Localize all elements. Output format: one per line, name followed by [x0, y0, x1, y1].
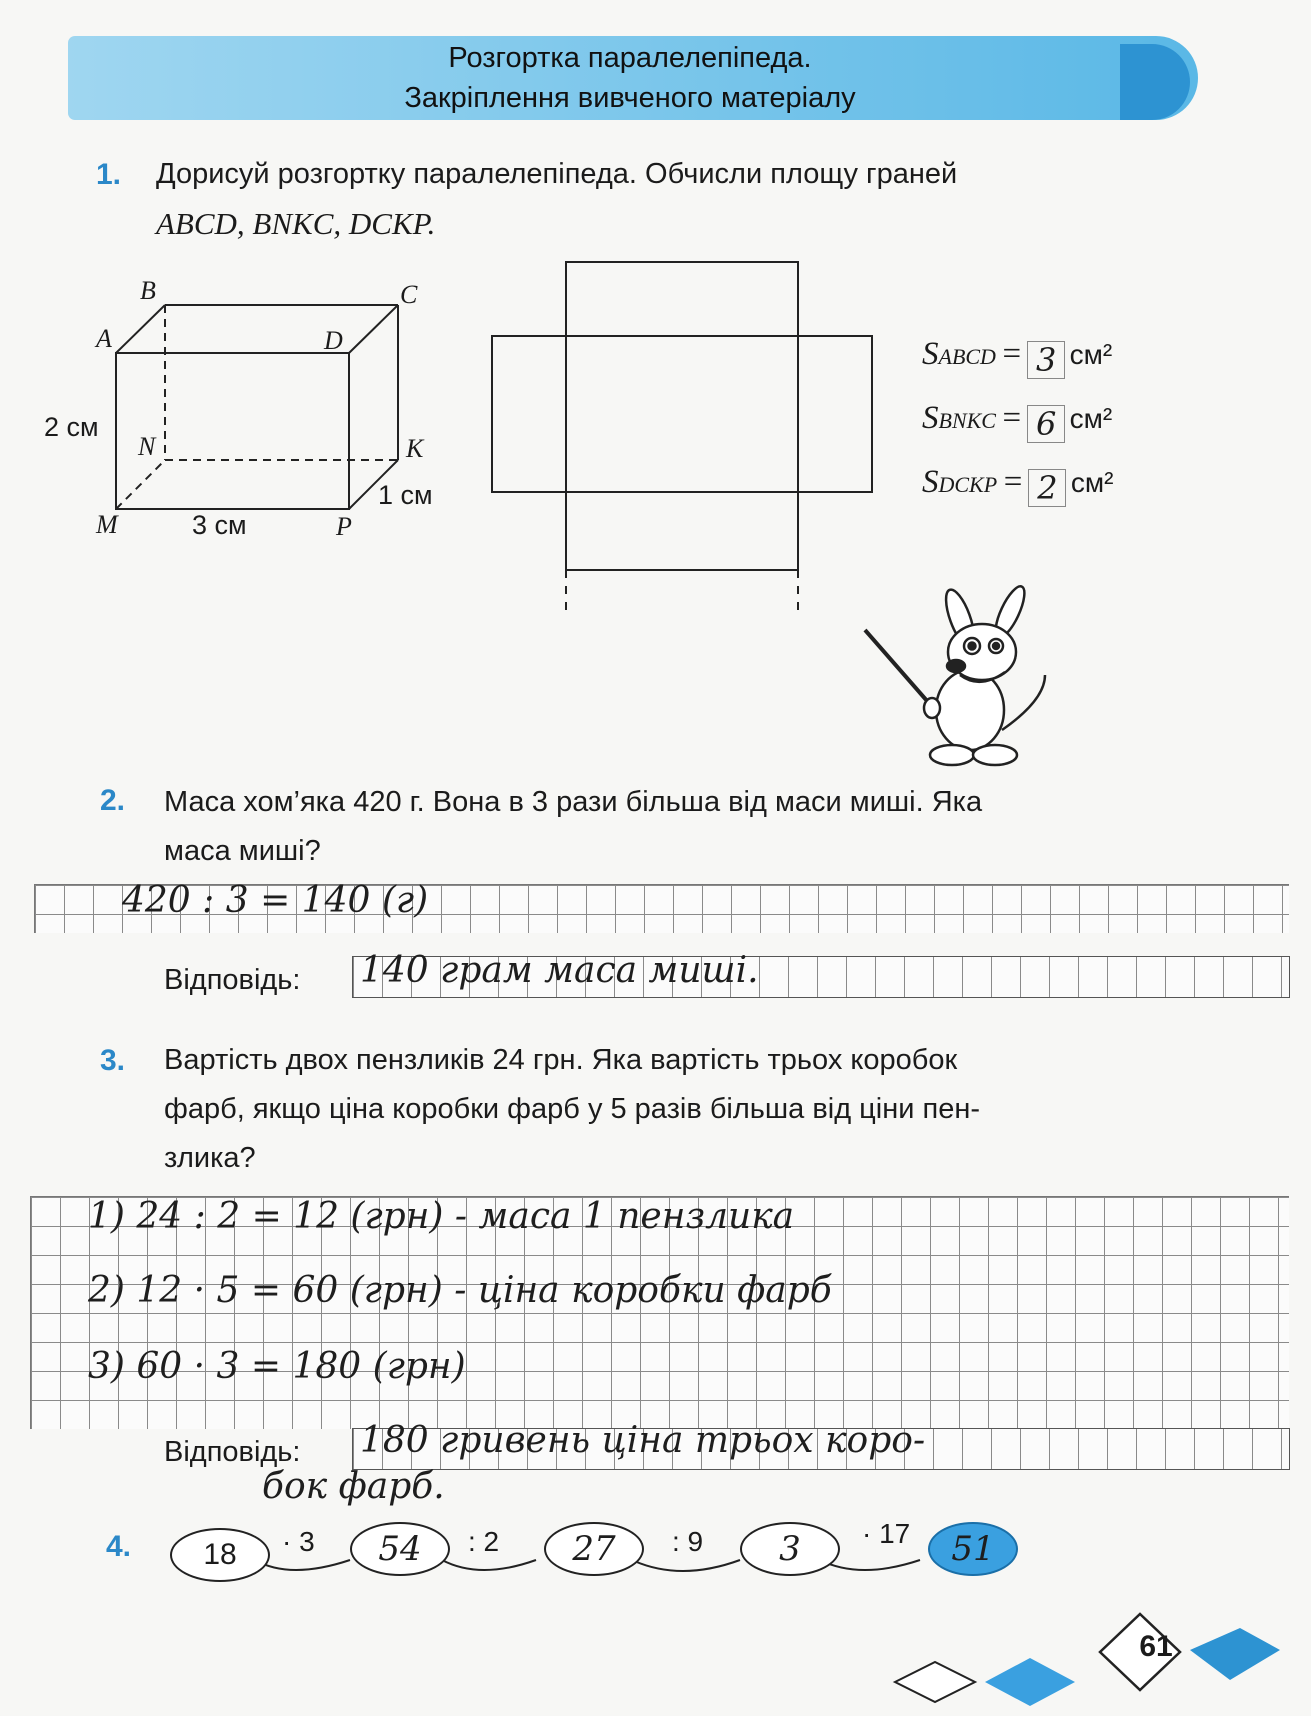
task2-text-line2: маса миші? — [164, 835, 321, 867]
task3-answer-label: Відповідь: — [164, 1436, 301, 1468]
task4-number: 4. — [106, 1530, 132, 1563]
dog-mascot-illustration — [860, 580, 1070, 780]
chain-op-4: · 17 — [862, 1518, 911, 1549]
area-dckp-value[interactable]: 2 — [1028, 469, 1066, 507]
area-bnkc-value[interactable]: 6 — [1027, 405, 1065, 443]
task3-step-1[interactable]: 1) 24 : 2 = 12 (грн) - маса 1 пензлика — [88, 1196, 795, 1237]
task3-step-2[interactable]: 2) 12 · 5 = 60 (грн) - ціна коробки фарб — [88, 1270, 832, 1311]
task1-number: 1. — [96, 158, 122, 191]
task3-text-line3: злика? — [164, 1142, 256, 1174]
chain-result-1[interactable]: 54 — [350, 1522, 450, 1576]
vertex-d: D — [324, 326, 343, 355]
dim-height: 2 см — [44, 412, 99, 442]
chain-result-2[interactable]: 27 — [544, 1522, 644, 1576]
task2-solution[interactable]: 420 : 3 = 140 (г) — [122, 880, 429, 921]
chain-op-2: : 2 — [468, 1526, 500, 1557]
task1-text-line1: Дорисуй розгортку паралелепіпеда. Обчисли площу граней — [156, 158, 958, 190]
vertex-b: B — [140, 276, 156, 305]
page-title — [90, 38, 1170, 118]
vertex-c: C — [400, 280, 418, 309]
footer-decoration — [880, 1610, 1300, 1710]
task1-text — [156, 150, 957, 248]
task3-text-line2: фарб, якщо ціна коробки фарб у 5 разів більша від ціни пен- — [164, 1093, 981, 1125]
chain-result-3[interactable]: 3 — [740, 1522, 840, 1576]
area-bnkc: SBNKC = 6 см² — [922, 400, 1113, 443]
task3-number: 3. — [100, 1044, 126, 1077]
task3-answer-line1[interactable]: 180 гривень ціна трьох коро- — [360, 1420, 926, 1461]
task2-answer-label: Відповідь: — [164, 964, 301, 996]
task1-text-line2: ABCD, BNKC, DCKP. — [156, 206, 436, 241]
area-list — [922, 336, 1182, 528]
task2-answer[interactable]: 140 грам маса миші. — [360, 950, 759, 991]
dim-length: 3 см — [192, 510, 247, 540]
dim-depth: 1 см — [378, 480, 433, 510]
vertex-m: M — [96, 510, 118, 539]
task3-text-line1: Вартість двох пензликів 24 грн. Яка вартість трьох коробок — [164, 1044, 958, 1076]
page-number: 61 — [1139, 1630, 1173, 1663]
task3-text — [164, 1036, 980, 1183]
task2-text-line1: Маса хом’яка 420 г. Вона в 3 рази більша від маси миші. Яка — [164, 786, 983, 818]
task3-answer-line2[interactable]: бок фарб. — [262, 1466, 445, 1507]
chain-op-3: : 9 — [672, 1526, 704, 1557]
vertex-k: K — [406, 434, 424, 463]
page-title-line2: Закріплення вивченого матеріалу — [404, 82, 856, 114]
parallelepiped-net — [480, 250, 880, 620]
page-title-line1: Розгортка паралелепіпеда. — [448, 42, 812, 74]
task2-number: 2. — [100, 784, 126, 817]
vertex-a: A — [96, 324, 112, 353]
area-dckp: SDCKP = 2 см² — [922, 464, 1114, 507]
task2-text — [164, 778, 982, 876]
chain-result-4[interactable]: 51 — [928, 1522, 1018, 1576]
area-abcd-value[interactable]: 3 — [1027, 341, 1065, 379]
task3-step-3[interactable]: 3) 60 · 3 = 180 (грн) — [88, 1346, 466, 1387]
vertex-p: P — [336, 512, 352, 541]
area-abcd: SABCD = 3 см² — [922, 336, 1113, 379]
vertex-n: N — [138, 432, 156, 461]
chain-op-1: · 3 — [282, 1526, 315, 1557]
chain-start: 18 — [170, 1528, 270, 1582]
